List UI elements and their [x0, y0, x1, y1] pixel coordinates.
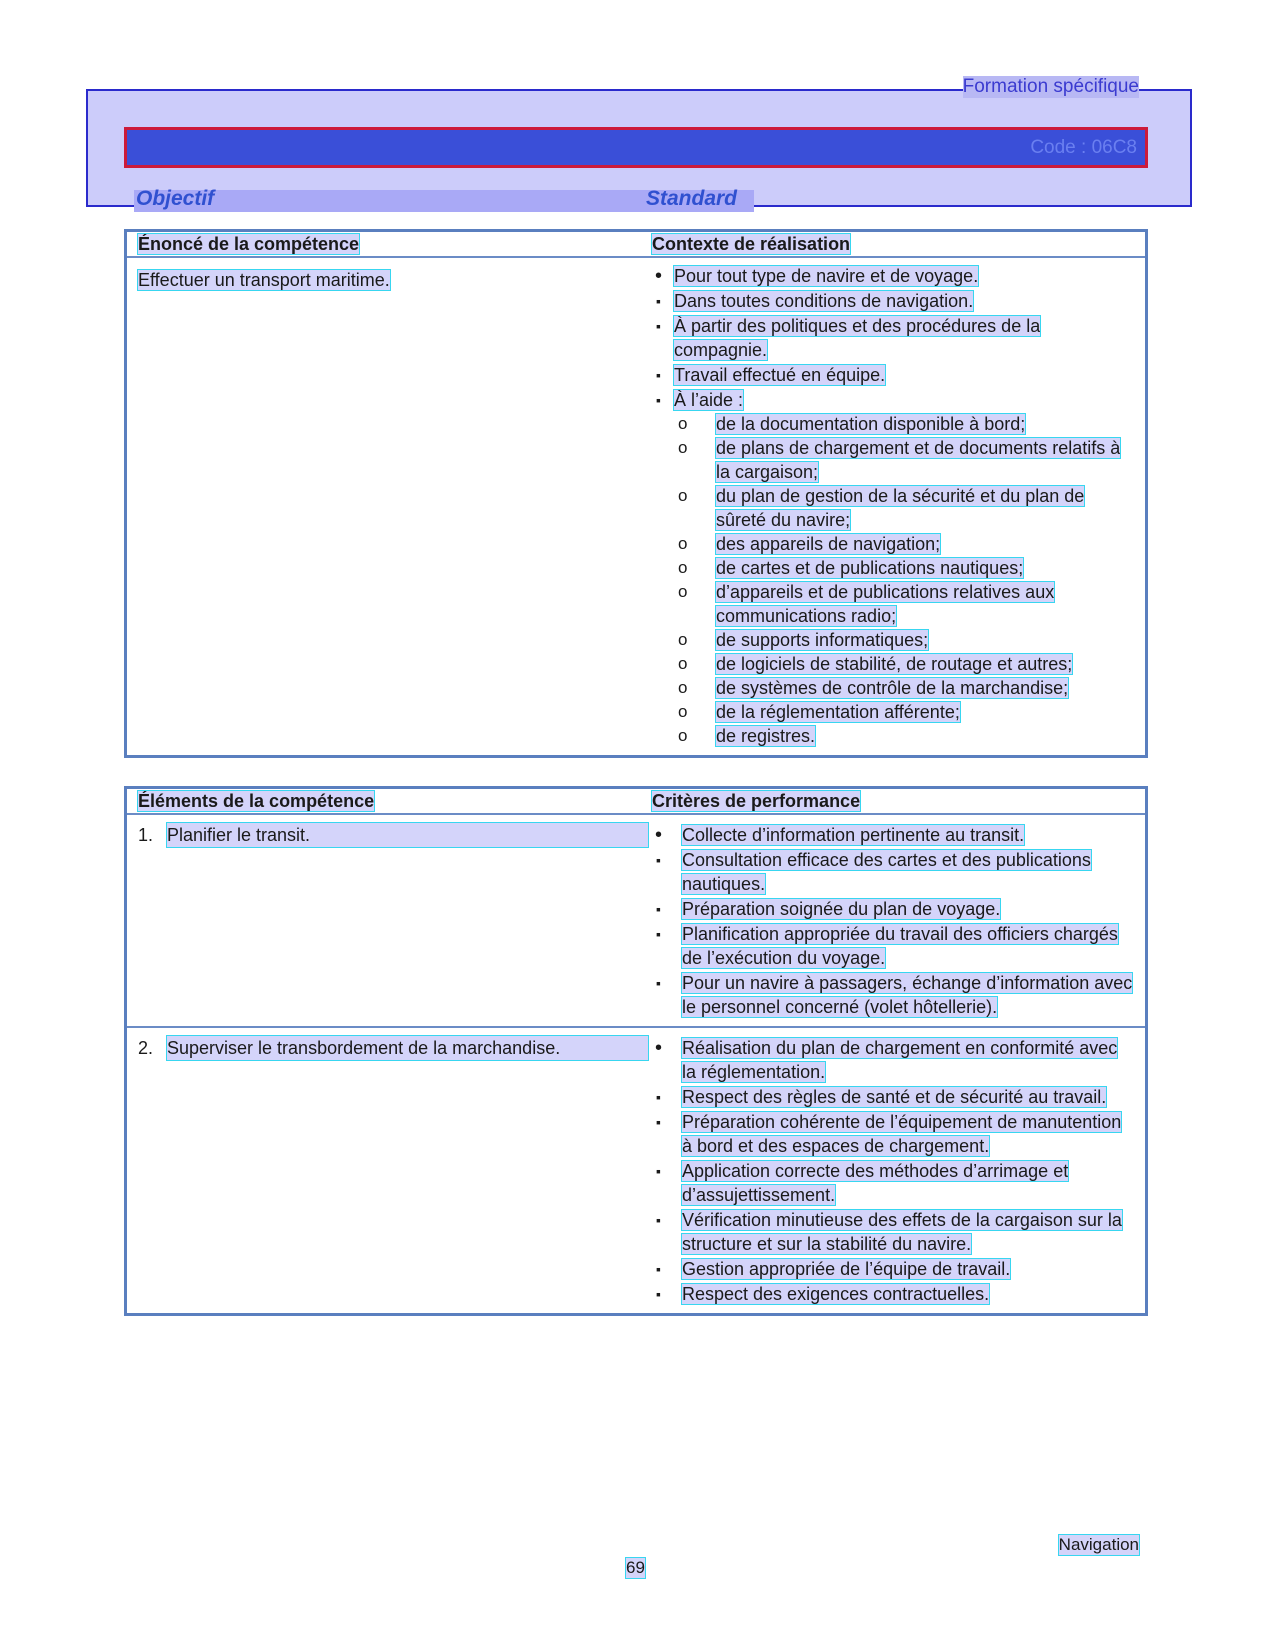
list-item: o d’appareils et de publications relatives aux communications radio; [652, 580, 1135, 628]
list-item: ▪ Respect des règles de santé et de sécurité au travail. [652, 1085, 1135, 1109]
list-item: o de la documentation disponible à bord; [652, 412, 1135, 436]
list-item: o de cartes et de publications nautiques; [652, 556, 1135, 580]
list-item: ▪ Préparation cohérente de l’équipement de manutention à bord et des espaces de chargement. [652, 1110, 1135, 1158]
list-item: • Collecte d’information pertinente au transit. [652, 823, 1135, 847]
list-item: ▪ Respect des exigences contractuelles. [652, 1282, 1135, 1306]
list-item: • Pour tout type de navire et de voyage. [652, 264, 1135, 288]
criteria-list [652, 823, 1135, 1019]
competence-table [124, 229, 1148, 758]
footer-section: Navigation [1058, 1535, 1139, 1554]
elements-table [124, 786, 1148, 1316]
list-item: o de registres. [652, 724, 1135, 748]
list-item: ▪ Travail effectué en équipe. [652, 363, 1135, 387]
list-item: o de systèmes de contrôle de la marchandise; [652, 676, 1135, 700]
list-item: ▪ Pour un navire à passagers, échange d’information avec le personnel concerné (volet hôtellerie). [652, 971, 1135, 1019]
list-item: ▪ Planification appropriée du travail des officiers chargés de l’exécution du voyage. [652, 922, 1135, 970]
contexte-header: Contexte de réalisation [652, 234, 851, 254]
code-label: Code : 06C8 [1030, 137, 1137, 158]
element-number: 1. [138, 825, 154, 845]
element-label: Planifier le transit. [167, 823, 648, 847]
list-item: ▪ À l’aide : o de la documentation disponible à bord; o de plans de chargement et de documents relatifs à la cargaison; o du plan de gestion de la sécurité et du plan de sûreté du navire; o des appareils de navigation; o de cartes et de publications nautiques; o d’appareils et de publications relatives aux communications radio; o de supports informatiques; o de logiciels de stabilité, de routage et autres; o de systèmes de contrôle de la marchandise; o de la réglementation afférente; o de registres. [652, 388, 1135, 748]
element-number: 2. [138, 1038, 154, 1058]
list-item: ▪ Vérification minutieuse des effets de la cargaison sur la structure et sur la stabilité du navire. [652, 1208, 1135, 1256]
list-item: ▪ Préparation soignée du plan de voyage. [652, 897, 1135, 921]
formation-label: Formation spécifique [962, 76, 1139, 97]
enonce-text: Effectuer un transport maritime. [138, 270, 390, 290]
elements-header: Éléments de la compétence [138, 791, 375, 811]
aide-list [652, 412, 1135, 748]
page-number: 69 [626, 1558, 645, 1577]
standard-heading: Standard [646, 187, 738, 210]
list-item: o de la réglementation afférente; [652, 700, 1135, 724]
list-item: ▪ Consultation efficace des cartes et des publications nautiques. [652, 848, 1135, 896]
enonce-header: Énoncé de la compétence [138, 234, 360, 254]
table-row [126, 1027, 1147, 1315]
list-item: ▪ Gestion appropriée de l’équipe de travail. [652, 1257, 1135, 1281]
list-item: o des appareils de navigation; [652, 532, 1135, 556]
element-label: Superviser le transbordement de la marchandise. [167, 1036, 648, 1060]
list-item: • Réalisation du plan de chargement en conformité avec la réglementation. [652, 1036, 1135, 1084]
list-item: ▪ À partir des politiques et des procédures de la compagnie. [652, 314, 1135, 362]
list-item: ▪ Application correcte des méthodes d’arrimage et d’assujettissement. [652, 1159, 1135, 1207]
criteres-header: Critères de performance [652, 791, 861, 811]
criteria-list [652, 1036, 1135, 1306]
context-list [652, 264, 1135, 748]
code-bar [124, 127, 1148, 168]
table-row [126, 814, 1147, 1027]
objectif-heading: Objectif [136, 187, 215, 210]
list-item: o du plan de gestion de la sécurité et du plan de sûreté du navire; [652, 484, 1135, 532]
list-item: o de supports informatiques; [652, 628, 1135, 652]
list-item: o de plans de chargement et de documents relatifs à la cargaison; [652, 436, 1135, 484]
list-item: o de logiciels de stabilité, de routage et autres; [652, 652, 1135, 676]
list-item: ▪ Dans toutes conditions de navigation. [652, 289, 1135, 313]
